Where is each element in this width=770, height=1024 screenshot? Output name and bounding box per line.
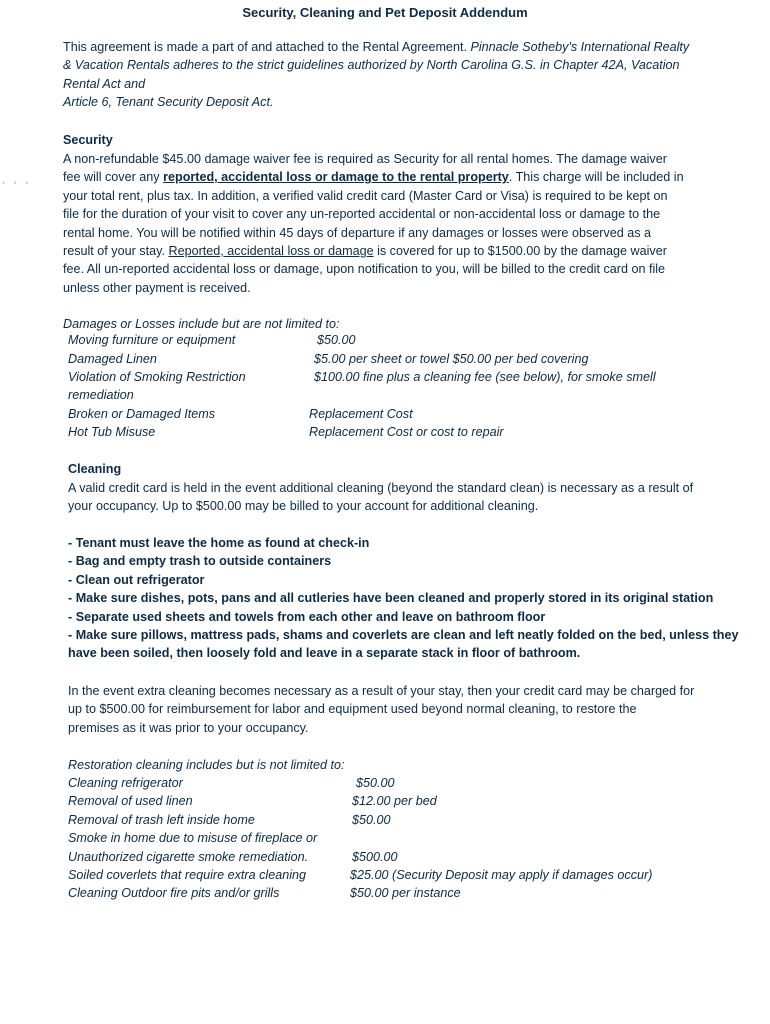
restoration-heading: Restoration cleaning includes but is not limited to:	[68, 758, 345, 772]
restoration-item: Soiled coverlets that require extra cleaning	[68, 868, 307, 882]
damage-cost: Replacement Cost	[309, 407, 413, 421]
restoration-cost: $12.00 per bed	[352, 794, 437, 808]
cleaning-line: your occupancy. Up to $500.00 may be billed to your account for additional cleaning.	[68, 499, 539, 514]
intro-italic-2: Rental Act and	[63, 76, 146, 91]
checklist-item: - Bag and empty trash to outside containers	[68, 554, 332, 569]
security-underline: Reported, accidental loss or damage	[168, 244, 374, 259]
restoration-cost: $25.00 (Security Deposit may apply if damages occur)	[350, 868, 653, 882]
checklist-item: - Make sure dishes, pots, pans and all cutleries have been cleaned and properly stored in its original station	[68, 591, 714, 606]
security-line-part: fee will cover any	[63, 170, 164, 185]
intro-paragraph	[63, 38, 723, 112]
security-line: A non-refundable $45.00 damage waiver fee is required as Security for all rental homes. The damage waiver	[63, 152, 667, 166]
damage-cost: Replacement Cost or cost to repair	[309, 425, 504, 439]
margin-dots: • • •	[2, 178, 32, 188]
damage-item: remediation	[68, 388, 134, 402]
security-line-part: . This charge will be included in	[508, 170, 684, 185]
security-heading: Security	[63, 133, 113, 147]
damage-item: Hot Tub Misuse	[68, 425, 156, 439]
security-line: unless other payment is received.	[63, 280, 251, 295]
intro-italic-3: Article 6, Tenant Security Deposit Act.	[63, 95, 274, 110]
cleaning-line: A valid credit card is held in the event additional cleaning (beyond the standard clean) is necessary as a result of	[68, 481, 694, 495]
intro-plain: This agreement is made a part of and attached to the Rental Agreement.	[63, 40, 471, 54]
restoration-item: Cleaning refrigerator	[68, 776, 183, 790]
damage-item: Damaged Linen	[68, 352, 157, 366]
restoration-cost: $50.00	[352, 813, 391, 827]
extra-line: premises as it was prior to your occupancy.	[68, 720, 309, 735]
security-line: fee. All un-reported accidental loss or damage, upon notification to you, will be billed to the credit card on file	[63, 262, 666, 277]
document-title: Security, Cleaning and Pet Deposit Addendum	[242, 5, 528, 20]
cleaning-heading: Cleaning	[68, 462, 122, 476]
extra-line: up to $500.00 for reimbursement for labor and equipment used beyond normal cleaning, to restore the	[68, 702, 637, 717]
damages-heading: Damages or Losses include but are not limited to:	[63, 317, 340, 331]
restoration-item: Unauthorized cigarette smoke remediation.	[68, 850, 309, 864]
restoration-item: Cleaning Outdoor fire pits and/or grills	[68, 886, 280, 900]
cleaning-paragraph	[68, 479, 693, 516]
damage-item: Moving furniture or equipment	[68, 333, 236, 347]
restoration-item: Smoke in home due to misuse of fireplace or	[68, 831, 318, 845]
checklist-item: - Separate used sheets and towels from each other and leave on bathroom floor	[68, 609, 546, 624]
extra-cleaning-paragraph	[68, 682, 694, 737]
checklist-item: - Make sure pillows, mattress pads, shams and coverlets are clean and left neatly folded on the bed, unless they	[68, 628, 739, 643]
security-paragraph	[63, 150, 743, 297]
damage-cost: $100.00 fine plus a cleaning fee (see below), for smoke smell	[314, 370, 656, 384]
restoration-cost: $500.00	[352, 850, 398, 864]
cleaning-checklist	[68, 534, 739, 663]
checklist-item: - Tenant must leave the home as found at check-in	[68, 536, 370, 550]
security-emphasis: reported, accidental loss or damage to the rental property	[163, 170, 509, 185]
extra-line: In the event extra cleaning becomes necessary as a result of your stay, then your credit card may be charged for	[68, 684, 695, 698]
security-line: rental home. You will be notified within 45 days of departure if any damages or losses were observed as a	[63, 225, 652, 240]
restoration-item: Removal of trash left inside home	[68, 813, 255, 827]
security-line-part: is covered for up to $1500.00 by the damage waiver	[373, 244, 667, 259]
damage-item: Violation of Smoking Restriction	[68, 370, 246, 384]
damage-cost: $50.00	[317, 333, 356, 347]
restoration-cost: $50.00	[356, 776, 395, 790]
restoration-cost: $50.00 per instance	[350, 886, 461, 900]
damage-item: Broken or Damaged Items	[68, 407, 215, 421]
intro-italic-1: & Vacation Rentals adheres to the strict guidelines authorized by North Carolina G.S. in Chapter 42A, Vacation	[63, 58, 680, 73]
checklist-item: have been soiled, then loosely fold and leave in a separate stack in floor of bathroom.	[68, 646, 581, 661]
checklist-item: - Clean out refrigerator	[68, 572, 205, 587]
intro-italic-0: Pinnacle Sotheby's International Realty	[470, 40, 690, 54]
damage-cost: $5.00 per sheet or towel $50.00 per bed covering	[314, 352, 589, 366]
security-line: your total rent, plus tax. In addition, a verified valid credit card (Master Card or Visa) is required to be kept on	[63, 188, 668, 203]
security-line: file for the duration of your visit to cover any un-reported accidental or non-accidental loss or damage to the	[63, 207, 661, 222]
restoration-item: Removal of used linen	[68, 794, 193, 808]
security-line-part: result of your stay.	[63, 244, 169, 259]
